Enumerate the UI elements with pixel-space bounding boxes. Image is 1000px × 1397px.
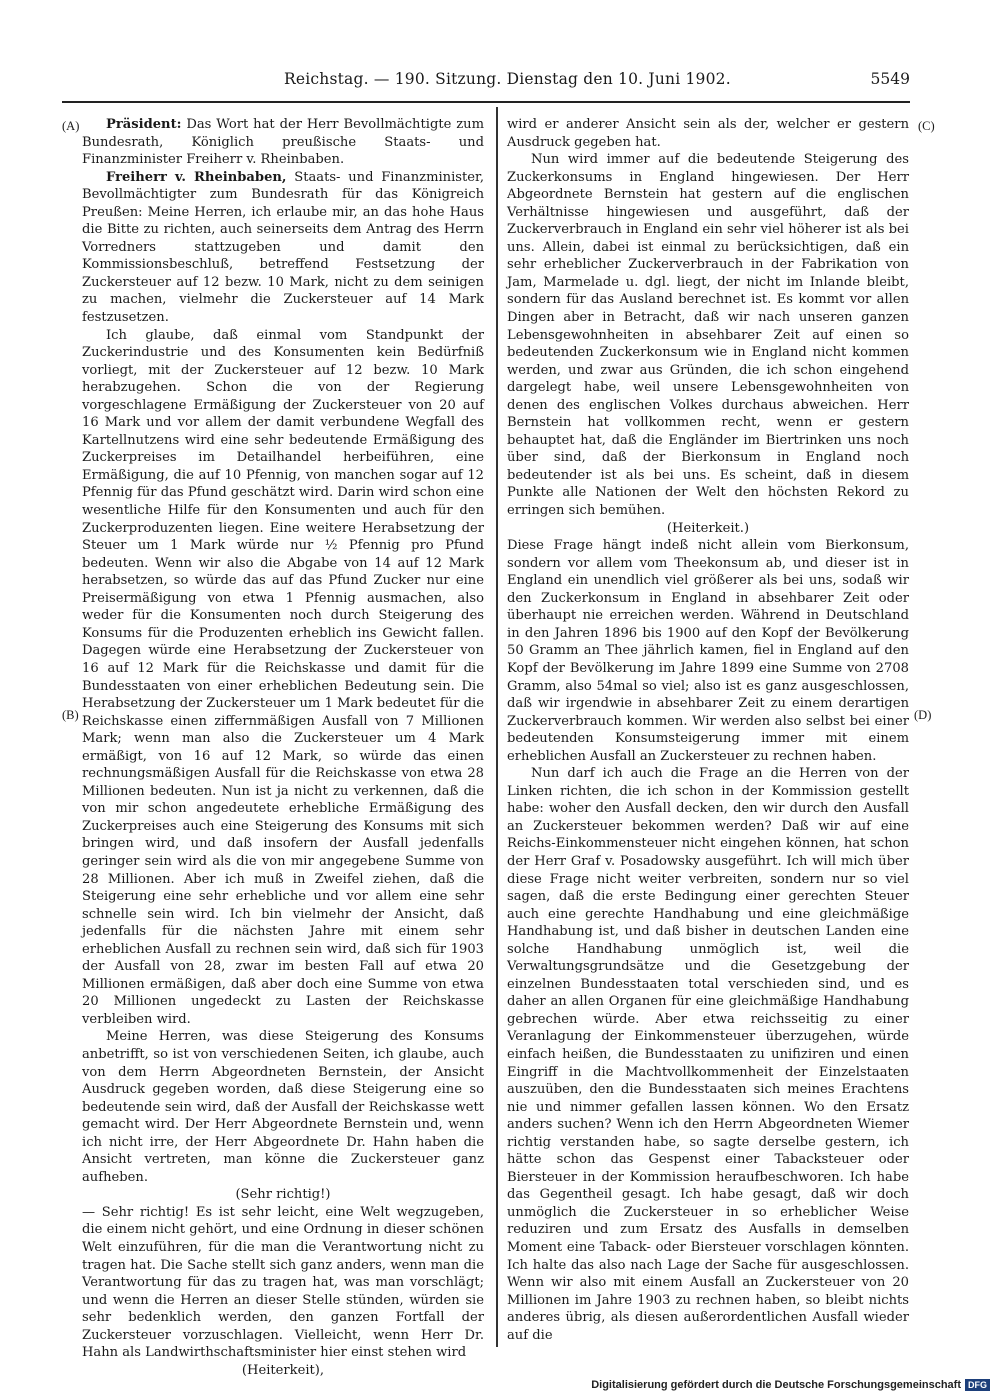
header-rule <box>62 101 910 103</box>
column-divider <box>496 107 498 1347</box>
margin-mark-d: (D) <box>914 708 932 722</box>
paragraph-president <box>82 116 484 169</box>
paragraph: Diese Frage hängt indeß nicht allein vom Bierkonsum, sondern vor allem vom Theekonsum ab, und dieser ist in England ein unendlich viel größerer als bei uns, sodaß wir den Zuckerkonsum in England in absehbarer Zeit oder überhaupt nie erreichen werden. Während in Deutschland in den Jahren 1896 bis 1900 auf den Kopf der Bevölkerung 50 Gramm an Thee jährlich kamen, fiel in England auf den Kopf der Bevölkerung im Jahre 1899 eine Summe von 2708 Gramm, also 54mal so viel; also ist es ganz ausgeschlossen, daß wir irgendwie in absehbarer Zeit zu einem derartigen Zuckerverbrauch kommen. Wir werden also selbst bei einer bedeutenden Konsumsteigerung immer mit einem erheblichen Ausfall an Zuckersteuer zu rechnen haben. <box>507 538 909 764</box>
speaker-rheinbaben: Freiherr v. Rheinbaben, <box>106 169 287 185</box>
margin-mark-c: (C) <box>918 119 935 133</box>
paragraph: Ich glaube, daß einmal vom Standpunkt der Zuckerindustrie und des Konsumenten kein Bedürfniß vorliegt, mit der Zuckersteuer auf 12 bezw. 10 Mark herabzugehen. Schon die von der Regierung vorgeschlagene Ermäßigung der Zuckersteuer von 20 auf 16 Mark und vor allem der damit verbundene Wegfall des Kartellnutzens wird eine sehr bedeutende Ermäßigung des Zuckerpreises im Detailhandel herbeiführen, eine Ermäßigung, die auf 10 Pfennig, von manchen sogar auf 12 Pfennig für das Pfund geschätzt wird. Darin wird schon eine wesentliche Hilfe für den Konsumenten und auch für den Zuckerproduzenten liegen. Eine weitere Herabsetzung der Steuer um 1 Mark würde nur ½ Pfennig pro Pfund bedeuten. Wenn wir also die Abgabe von 14 auf 12 Mark herabsetzen, so würde das auf das Pfund Zucker nur eine Preisermäßigung von etwa 1 Pfennig ausmachen, also weder für die Konsumenten noch durch Steigerung des Konsums für die Produzenten erheblich ins Gewicht fallen. Dagegen würde eine Herabsetzung der Zuckersteuer von 16 auf 12 Mark für die Reichskasse und damit für die Bundesstaaten von einer erheblichen Bedeutung sein. Die Herabsetzung der Zuckersteuer um 1 Mark bedeutet für die Reichskasse einen ziffernmäßigen Ausfall von 7 Millionen Mark; wenn man also die Zuckersteuer um 4 Mark ermäßigt, von 16 auf 12 Mark, so würde das einen rechnungsmäßigen Ausfall für die Reichskasse von etwa 28 Millionen bedeuten. Nun ist ja nicht zu verkennen, daß die von mir schon angedeutete erhebliche Ermäßigung des Zuckerpreises auch eine Steigerung des Konsums mit sich bringen wird, und daß insofern der Ausfall jedenfalls geringer sein wird als die von mir angegebene Summe von 28 Millionen. Aber ich muß in Zweifel ziehen, daß die Steigerung eine sehr erhebliche und vor allem eine sehr schnelle sein wird. Ich bin vielmehr der Ansicht, daß jedenfalls für die nächsten Jahre mit einem sehr erheblichen Ausfall zu rechnen sein wird, daß sich für 1903 der Ausfall von 28, zwar im besten Fall auf etwa 20 Millionen ermäßigen, daß aber doch eine Summe von etwa 20 Millionen ungedeckt zu Lasten der Reichskasse verbleiben wird. <box>82 327 484 1027</box>
footer-credit: Digitalisierung gefördert durch die Deutsche Forschungsgemeinschaft <box>591 1379 961 1391</box>
paragraph: Meine Herren, was diese Steigerung des Konsums anbetrifft, so ist von verschiedenen Seiten, ich glaube, auch von dem Herrn Abgeordneten Bernstein, der Ansicht Ausdruck gegeben worden, daß diese Steigerung eine so bedeutende sein wird, daß der Ausfall der Reichskasse wett gemacht wird. Der Herr Abgeordnete Bernstein und, wenn ich nicht irre, der Herr Abgeordnete Dr. Hahn haben die Ansicht vertreten, man könne die Zuckersteuer ganz aufheben. <box>82 1029 484 1185</box>
digitization-footer <box>591 1379 990 1391</box>
page-header <box>62 70 910 94</box>
interjection: (Heiterkeit), <box>241 1362 325 1378</box>
dfg-logo: DFG <box>965 1379 990 1391</box>
interjection: (Heiterkeit.) <box>666 520 750 536</box>
paragraph: Nun wird immer auf die bedeutende Steigerung des Zuckerkonsums in England hingewiesen. Der Herr Abgeordnete Bernstein hat gestern auf die englischen Verhältnisse hingewiesen und ausgeführt, daß der Zuckerverbrauch in England ein sehr viel höherer ist als bei uns. Allein, dabei ist einmal zu berücksichtigen, daß ein sehr erheblicher Zuckerverbrauch in der Fabrikation von Jam, Marmelade u. dgl. liegt, der nicht im Inlande bleibt, sondern für das Ausland berechnet ist. Es kommt vor allen Dingen aber in Betracht, daß wir nach unseren ganzen Lebensgewohnheiten in absehbarer Zeit auf einen so bedeutenden Zuckerkonsum wie in England nicht kommen werden, und zwar aus Gründen, die ich schon eingehend dargelegt habe, weil unsere Lebensgewohnheiten von denen des englischen Volkes durchaus abweichen. Herr Bernstein hat vollkommen recht, wenn er gestern behauptet hat, daß die Engländer im Biertrinken uns noch über sind, daß der Bierkonsum in England noch bedeutender ist als bei uns. Es scheint, daß in diesem Punkte alle Nationen der Welt den höchsten Rekord zu erringen sich bemühen. <box>507 152 909 519</box>
speech-text: Das Wort hat der Herr Bevollmächtigte zum Bundesrath, Königlich preußische Staats- und Finanzminister Freiherr v. Rheinbaben. <box>82 117 484 168</box>
left-column <box>82 116 484 1379</box>
paragraph: wird er anderer Ansicht sein als der, welcher er gestern Ausdruck gegeben hat. <box>507 117 909 150</box>
page-number: 5549 <box>870 70 910 88</box>
speaker-president: Präsident: <box>106 117 182 132</box>
speech-text: Staats- und Finanzminister, Bevollmächtigter zum Bundesrath für das Königreich Preußen: Meine Herren, ich erlaube mir, an das hohe Haus die Bitte zu richten, auch seinerseits dem Antrag des Herrn Vorredners stattzugeben und damit den Kommissionsbeschluß, betreffend Festsetzung der Zuckersteuer auf 12 bezw. 10 Mark, nicht zu dem seinigen zu machen, vielmehr die Zuckersteuer auf 14 Mark festzusetzen. <box>82 169 485 326</box>
margin-mark-a: (A) <box>62 119 80 133</box>
paragraph: — Sehr richtig! Es ist sehr leicht, eine Welt wegzugeben, die einem nicht gehört, und eine Ordnung in dieser schönen Welt einzuführen, für die man die Verantwortung nicht zu tragen hat. Die Sache stellt sich ganz anders, wenn man die Verantwortung für das zu tragen hat, was man vorschlägt; und wenn die Herren an dieser Stelle stünden, würden sie sehr bedenklich werden, den ganzen Fortfall der Zuckersteuer vorzuschlagen. Vielleicht, wenn Herr Dr. Hahn als Landwirthschaftsminister hier einst stehen wird <box>82 1204 484 1361</box>
page-title: Reichstag. — 190. Sitzung. Dienstag den 10. Juni 1902. <box>284 70 731 88</box>
margin-mark-b: (B) <box>62 708 79 722</box>
interjection: (Sehr richtig!) <box>235 1187 331 1203</box>
paragraph: Nun darf ich auch die Frage an die Herren von der Linken richten, die ich schon in der Kommission gestellt habe: woher den Ausfall decken, den wir durch den Ausfall an Zuckersteuer bekommen werden? Daß wir auf eine Reichs-Einkommensteuer nicht eingehen können, hat schon der Herr Graf v. Posadowsky ausgeführt. Ich will mich über diese Frage nicht weiter verbreiten, sondern nur so viel sagen, daß die erste Bedingung einer gerechten Steuer auch eine gerechte Handhabung und eine gleichmäßige Handhabung ist, und daß bisher in deutschen Landen eine solche Handhabung unmöglich ist, weil die Verwaltungsgrundsätze und die Gesetzgebung der einzelnen Bundesstaaten total verschieden sind, und es daher an allen Organen für eine gleichmäßige Handhabung gebrechen würde. Aber etwa reichsseitig zu einer Veranlagung der Einkommensteuer überzugehen, würde einfach heißen, die Bundesstaaten zu unifiziren und einen Eingriff in die Machtvollkommenheit der Einzelstaaten auszuüben, den die Bundesstaaten sich meines Erachtens nie und nimmer gefallen lassen können. Wo den Ersatz anders suchen? Wenn ich den Herrn Abgeordneten Wiemer richtig verstanden habe, so sagte derselbe gestern, ich hätte schon das Gespenst einer Tabacksteuer oder Biersteuer in der Kommission heraufbeschworen. Ich habe das Gegentheil gesagt. Ich habe gesagt, daß wir doch unmöglich die Zuckersteuer in so erheblicher Weise reduziren und zum Ersatz des Ausfalls in demselben Moment eine Taback- oder Biersteuer vorschlagen könnten. Ich halte das also nach Lage der Sache für ausgeschlossen. Wenn wir also mit einem Ausfall an Zuckersteuer von 20 Millionen im Jahre 1903 zu rechnen haben, so bleibt nichts anderes übrig, als diesen außerordentlichen Ausfall wieder auf die <box>507 766 909 1343</box>
right-column <box>507 116 909 1344</box>
paragraph-rheinbaben-intro <box>82 169 484 327</box>
